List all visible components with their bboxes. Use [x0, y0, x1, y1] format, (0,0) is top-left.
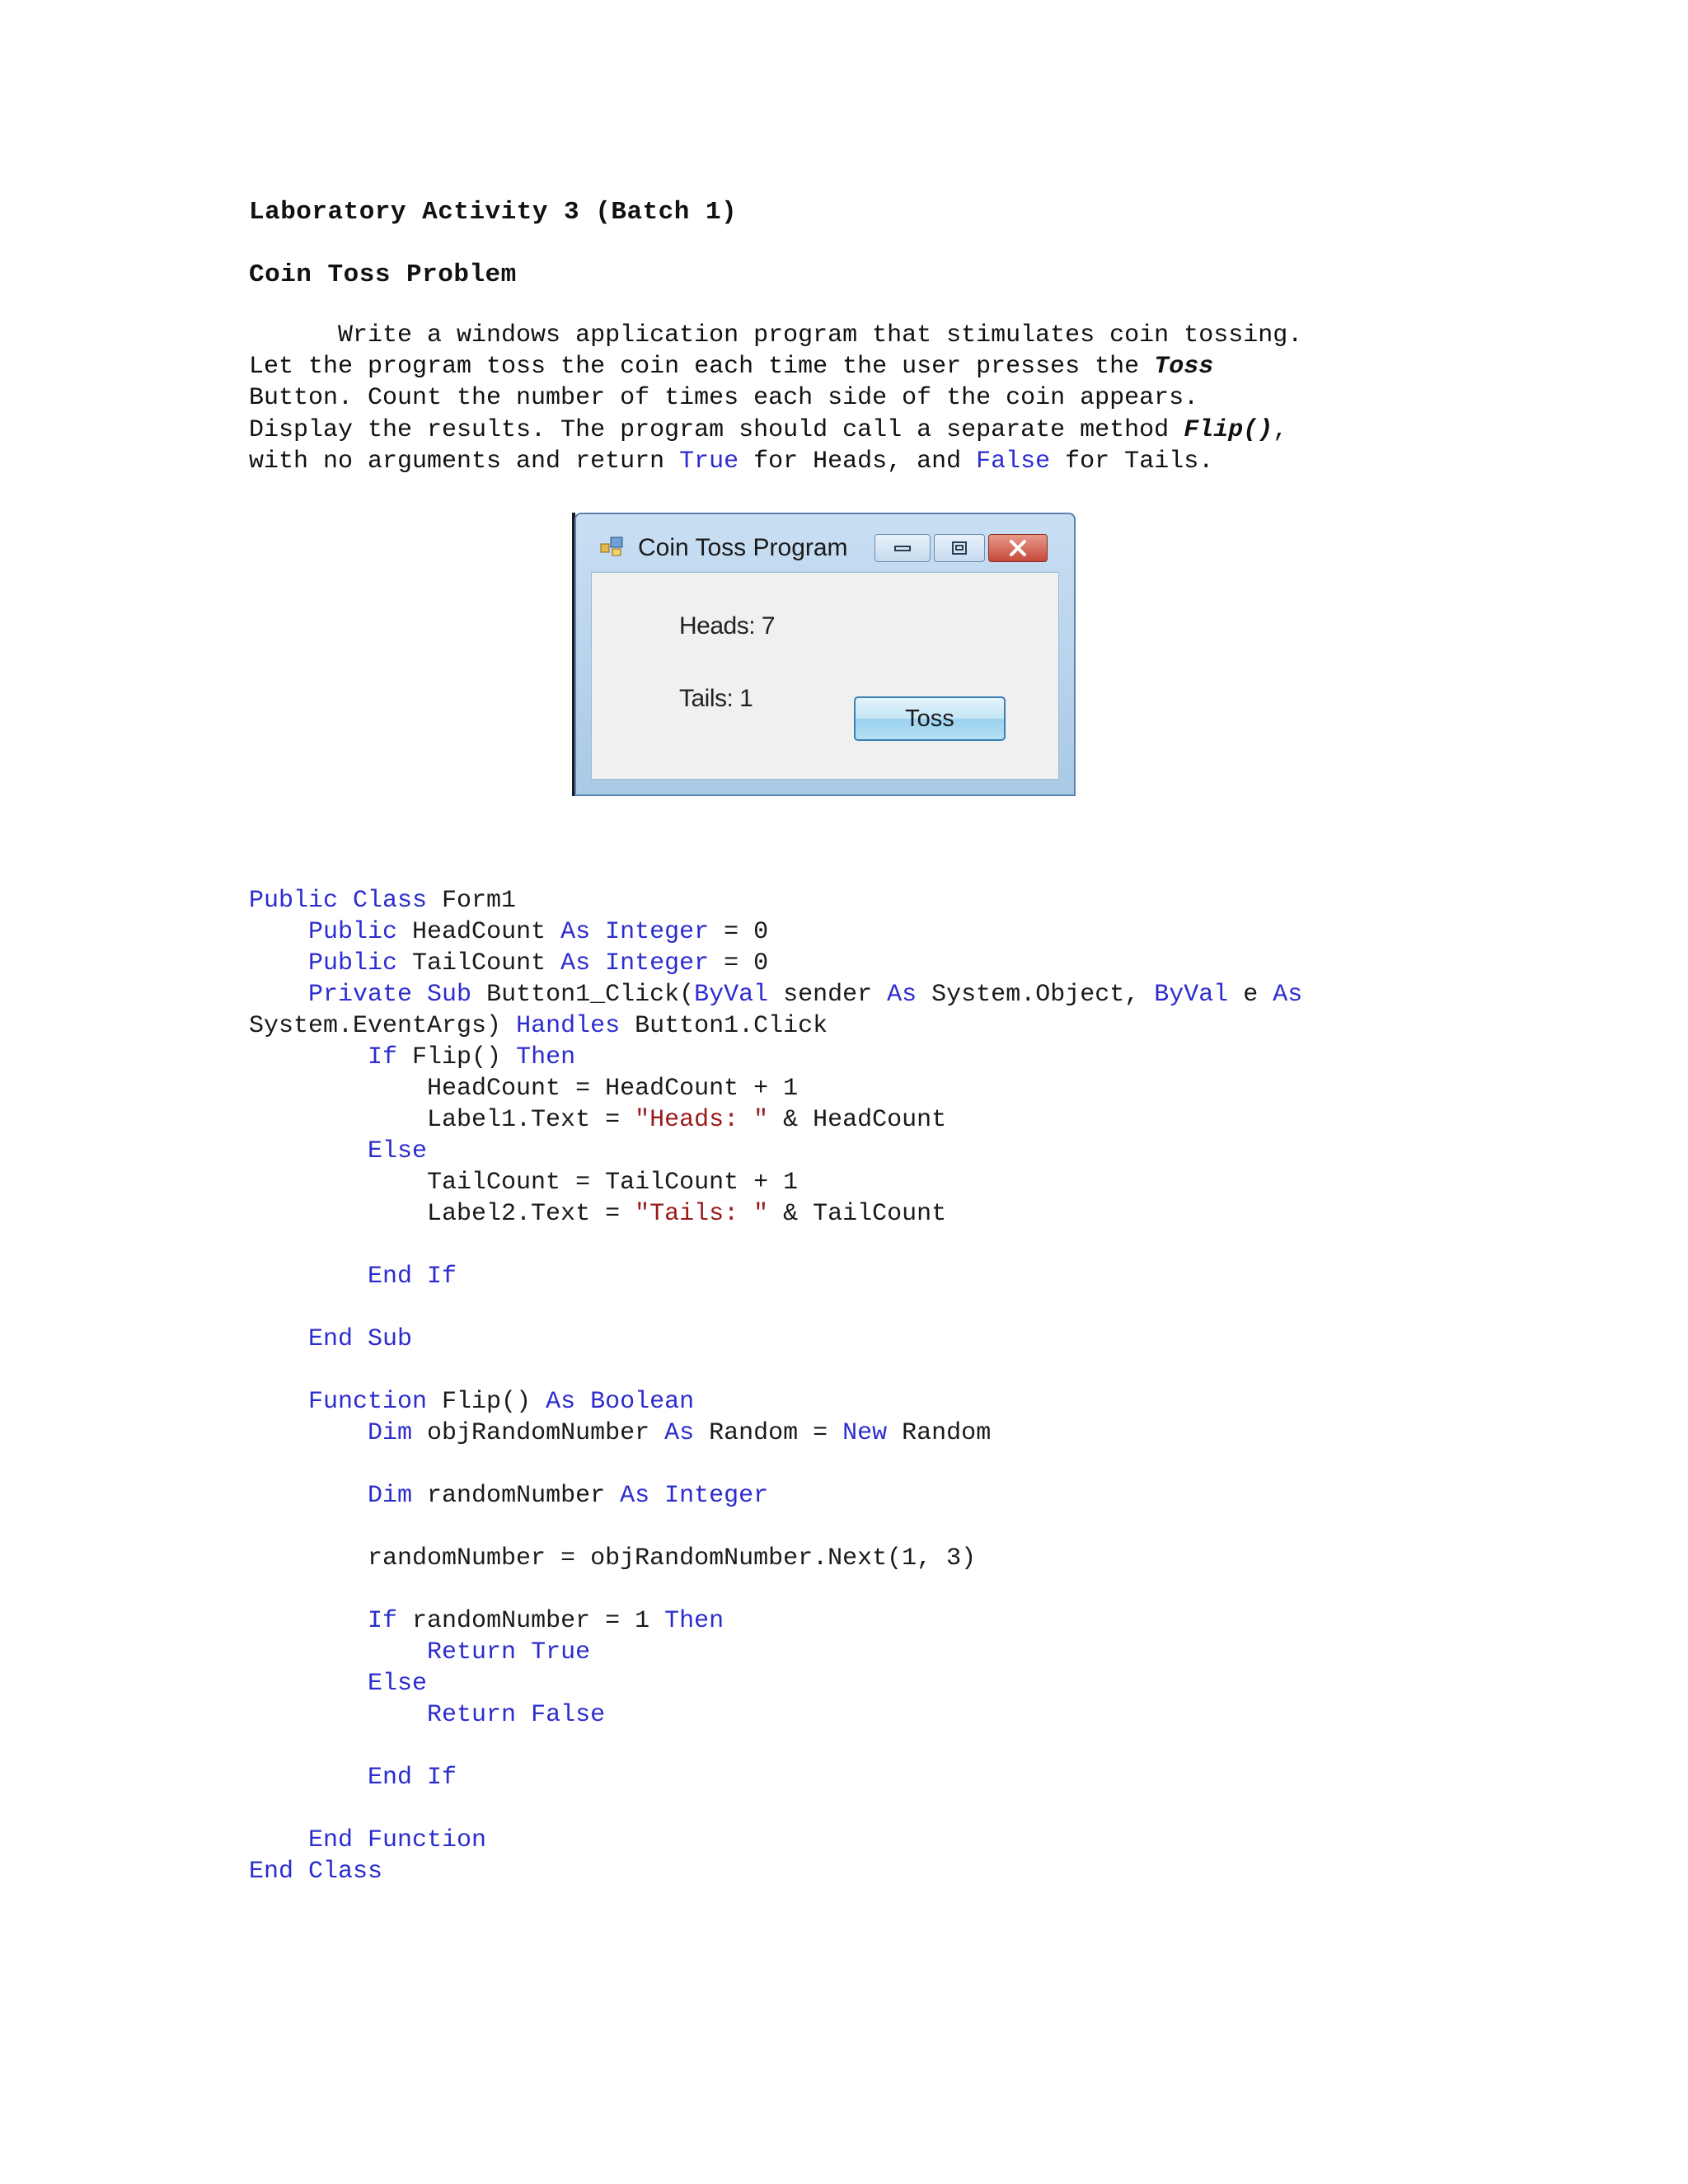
code-line	[249, 1762, 1302, 1793]
coin-toss-window	[574, 513, 1076, 796]
code-keyword: Public Class	[249, 887, 428, 915]
close-icon	[1006, 539, 1030, 557]
code-line	[249, 1324, 1302, 1355]
code-text	[249, 1388, 308, 1416]
description-text: with no arguments and return	[249, 447, 680, 476]
description-text: for Tails.	[1050, 447, 1214, 476]
code-text: Random	[887, 1419, 992, 1447]
code-line	[249, 1793, 1302, 1825]
maximize-icon	[950, 540, 969, 556]
code-line	[249, 1543, 1302, 1574]
code-text: TailCount = TailCount + 1	[249, 1169, 799, 1197]
code-text: Button1_Click(	[471, 981, 695, 1009]
description-text: Button. Count the number of times each side of the coin appears.	[249, 384, 1199, 413]
code-keyword: Public	[308, 918, 398, 946]
flip-emphasis: Flip()	[1184, 415, 1273, 444]
code-text: System.Object,	[917, 981, 1155, 1009]
code-line	[249, 1574, 1302, 1605]
code-keyword: End Class	[249, 1858, 383, 1886]
code-text	[575, 1388, 590, 1416]
code-line	[249, 1637, 1302, 1668]
code-line	[249, 948, 1302, 979]
code-keyword: New	[842, 1419, 888, 1447]
code-keyword: Then	[516, 1043, 576, 1071]
code-text	[249, 1607, 368, 1635]
true-keyword: True	[679, 447, 739, 476]
code-text: Flip()	[397, 1043, 517, 1071]
code-line	[249, 1042, 1302, 1073]
code-keyword: As	[620, 1482, 650, 1510]
description-text: ,	[1273, 415, 1288, 444]
code-text: e	[1228, 981, 1273, 1009]
toss-emphasis: Toss	[1154, 353, 1214, 382]
code-keyword: Return True	[427, 1638, 591, 1666]
code-text: = 0	[709, 949, 769, 977]
code-keyword: End If	[368, 1764, 457, 1792]
close-button[interactable]	[988, 534, 1048, 562]
code-keyword: End Function	[308, 1826, 487, 1854]
code-keyword: As	[664, 1419, 695, 1447]
code-line	[249, 1668, 1302, 1699]
code-text	[249, 949, 308, 977]
code-text: Random =	[694, 1419, 843, 1447]
code-line	[249, 1418, 1302, 1449]
code-text	[249, 1764, 368, 1792]
code-text	[249, 1826, 308, 1854]
description-text: Let the program toss the coin each time the user presses the	[249, 353, 1155, 382]
code-string: "Tails: "	[635, 1200, 769, 1228]
code-keyword: ByVal	[1154, 981, 1229, 1009]
code-text	[249, 1263, 368, 1291]
description-line	[249, 415, 1302, 446]
code-text	[590, 949, 605, 977]
toss-button[interactable]: Toss	[854, 696, 1006, 741]
code-keyword: Integer	[605, 949, 710, 977]
description-text: Write a windows application program that stimulates coin tossing.	[249, 321, 1303, 349]
code-text	[249, 1419, 368, 1447]
problem-title: Coin Toss Problem	[249, 260, 517, 289]
code-listing	[249, 885, 1302, 1887]
code-line	[249, 1073, 1302, 1104]
code-keyword: Then	[664, 1607, 724, 1635]
description-line	[249, 382, 1302, 414]
code-keyword: As	[560, 918, 591, 946]
code-line	[249, 1511, 1302, 1543]
code-text: objRandomNumber	[412, 1419, 665, 1447]
code-keyword: Boolean	[590, 1388, 695, 1416]
description-line	[249, 320, 1302, 351]
code-line	[249, 885, 1302, 916]
code-keyword: Integer	[605, 918, 710, 946]
code-line	[249, 1104, 1302, 1136]
window-client-area	[591, 572, 1059, 780]
description-line	[249, 351, 1302, 382]
code-keyword: Private Sub	[308, 981, 472, 1009]
description-text: Display the results. The program should call a separate method	[249, 415, 1184, 444]
code-keyword: End Sub	[308, 1325, 413, 1353]
code-text	[249, 1670, 368, 1698]
code-keyword: Function	[308, 1388, 428, 1416]
minimize-button[interactable]	[874, 534, 931, 562]
document-title: Laboratory Activity 3 (Batch 1)	[249, 198, 738, 227]
code-text: randomNumber	[412, 1482, 621, 1510]
code-line	[249, 1292, 1302, 1324]
code-line	[249, 916, 1302, 948]
code-text: Form1	[427, 887, 517, 915]
code-text	[590, 918, 605, 946]
code-keyword: Else	[368, 1670, 428, 1698]
code-keyword: If	[368, 1607, 398, 1635]
code-keyword: Public	[308, 949, 398, 977]
code-keyword: As	[1273, 981, 1303, 1009]
code-line	[249, 1261, 1302, 1292]
code-line	[249, 1856, 1302, 1887]
minimize-icon	[893, 542, 912, 554]
code-text: & TailCount	[768, 1200, 947, 1228]
problem-description	[249, 320, 1302, 477]
code-keyword: As	[887, 981, 917, 1009]
code-keyword: Return False	[427, 1701, 606, 1729]
code-text: Flip()	[427, 1388, 546, 1416]
code-text: randomNumber = objRandomNumber.Next(1, 3)	[249, 1544, 977, 1572]
code-line	[249, 1699, 1302, 1731]
code-text: Label1.Text =	[249, 1106, 635, 1134]
code-keyword: If	[368, 1043, 398, 1071]
code-line	[249, 1010, 1302, 1042]
code-text: Button1.Click	[620, 1012, 828, 1040]
app-icon	[599, 536, 627, 559]
code-text	[249, 918, 308, 946]
code-line	[249, 1355, 1302, 1386]
code-text	[249, 1638, 427, 1666]
code-text: sender	[768, 981, 888, 1009]
code-text	[249, 1137, 368, 1165]
code-text: = 0	[709, 918, 769, 946]
code-line	[249, 1136, 1302, 1167]
window-title: Coin Toss Program	[638, 534, 848, 561]
code-line	[249, 1449, 1302, 1480]
code-text	[249, 1325, 308, 1353]
code-keyword: As	[546, 1388, 576, 1416]
code-keyword: Dim	[368, 1419, 413, 1447]
code-line	[249, 1167, 1302, 1198]
code-keyword: End If	[368, 1263, 457, 1291]
code-keyword: Handles	[516, 1012, 621, 1040]
false-keyword: False	[976, 447, 1051, 476]
code-text: TailCount	[397, 949, 561, 977]
code-line	[249, 1230, 1302, 1261]
code-keyword: Else	[368, 1137, 428, 1165]
code-text: System.EventArgs)	[249, 1012, 517, 1040]
code-line	[249, 1386, 1302, 1418]
code-text: HeadCount	[397, 918, 561, 946]
code-text	[249, 1043, 368, 1071]
code-line	[249, 1605, 1302, 1637]
code-line	[249, 1480, 1302, 1511]
code-keyword: Dim	[368, 1482, 413, 1510]
code-text	[249, 981, 308, 1009]
code-text	[249, 1701, 427, 1729]
code-text: Label2.Text =	[249, 1200, 635, 1228]
code-text	[249, 1482, 368, 1510]
code-text	[649, 1482, 664, 1510]
code-text: randomNumber = 1	[397, 1607, 665, 1635]
description-text: for Heads, and	[738, 447, 977, 476]
maximize-button[interactable]	[934, 534, 985, 562]
heads-label: Heads: 7	[679, 612, 776, 640]
code-line	[249, 1731, 1302, 1762]
code-line	[249, 979, 1302, 1010]
code-line	[249, 1198, 1302, 1230]
code-keyword: ByVal	[694, 981, 769, 1009]
code-string: "Heads: "	[635, 1106, 769, 1134]
code-line	[249, 1825, 1302, 1856]
code-keyword: As	[560, 949, 591, 977]
code-text: HeadCount = HeadCount + 1	[249, 1075, 799, 1103]
code-text: & HeadCount	[768, 1106, 947, 1134]
code-keyword: Integer	[664, 1482, 769, 1510]
tails-label: Tails: 1	[679, 685, 753, 712]
description-line	[249, 446, 1302, 477]
